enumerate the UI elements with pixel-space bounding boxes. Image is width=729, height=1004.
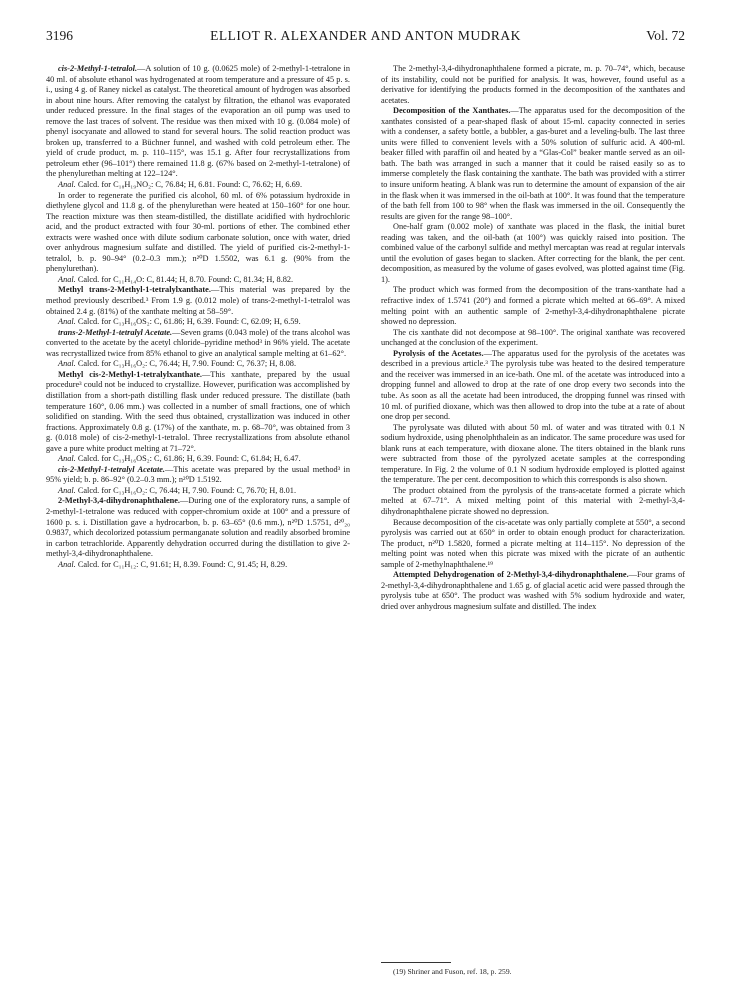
analysis-label: Anal. — [58, 359, 76, 369]
analysis-text: Calcd. for C₁₁H₁₄O: C, 81.44; H, 8.70. Found: C, 81.34; H, 8.82. — [77, 274, 294, 284]
paragraph-text: —Four grams of 2-methyl-3,4-dihydronaphthalene and 1.65 g. of glacial acetic acid were passed through the pyrolysis tube at 650°. The product was washed with 5% sodium hydroxide and water, dried over anhydrous magnesium sulfate and distilled. The index — [381, 570, 685, 611]
paragraph-text: The product which was formed from the decomposition of the trans-xanthate had a refractive index of 1.5741 (20°) and formed a picrate which melted at 66–69°. A mixed melting point with an authentic sample of 2-methyl-3,4-dihydronaphthalene picrate showed no depression. — [381, 285, 685, 327]
analysis-label: Anal. — [58, 180, 76, 190]
running-head-authors: ELLIOT R. ALEXANDER AND ANTON MUDRAK — [210, 28, 521, 43]
paragraph-text: The pyrolysate was diluted with about 50 ml. of water and was titrated with 0.1 N sodium hydroxide, using phenolphthalein as an indicator. The same procedure was used for blank runs at each temperature, with dioxane alone. The titers obtained in the blank runs were subtracted from those of the pyrolyzed acetate samples at the corresponding temperature. In Fig. 2 the volume of 0.1 N sodium hydroxide employed is plotted against the temperature. The per cent. decomposition to which this corresponds is also shown. — [381, 422, 685, 485]
analysis-text: Calcd. for C₁₃H₁₆OS₂: C, 61.86; H, 6.39. Found: C, 61.84; H, 6.47. — [77, 454, 301, 464]
analysis-line — [46, 560, 350, 571]
paragraph-text: In order to regenerate the purified cis alcohol, 60 ml. of 6% potassium hydroxide in diethylene glycol and 11.8 g. of the phenylurethan were heated at 150–160° for one hour. The reaction mixture was then steam-distilled, the distillate acidified with hydrochloric acid, and the product extracted with four 30-ml. portions of ether. The combined ether extracts were washed once with dilute sodium carbonate solution, once with water, dried over anhydrous magnesium sulfate and distilled. The yield of purified cis-2-methyl-1-tetralol, b. p. 90–94° (0.2–0.3 mm.); n²⁰D 1.5502, was 6.1 g. (90% from the phenylurethan). — [46, 190, 350, 274]
analysis-line — [46, 486, 350, 497]
paragraph-text: The product obtained from the pyrolysis of the trans-acetate formed a picrate which melted at 67–71°. A mixed melting point of this material with 2-methyl-3,4-dihydronaphthalene picrate showed no depression. — [381, 485, 685, 516]
analysis-label: Anal. — [58, 317, 76, 327]
section-heading: cis-2-Methyl-1-tetralyl Acetate. — [58, 464, 166, 474]
analysis-text: Calcd. for C₁₃H₁₆O₂: C, 76.44; H, 7.90. Found: C, 76.70; H, 8.01. — [77, 485, 297, 495]
paragraph — [381, 106, 685, 222]
paragraph-text: The 2-methyl-3,4-dihydronaphthalene formed a picrate, m. p. 70–74°, which, because of its instability, could not be purified for analysis. It was, however, found useful as a derivative for identifying the products formed in the decomposition of the xanthates and acetates. — [381, 64, 685, 105]
paragraph-text: —This xanthate, prepared by the usual procedure³ could not be induced to crystallize. However, purification was accomplished by distillation from a short-path distilling flask under reduced pressure. The distillate (bath temperature 160°, 0.06 mm.) was collected in a number of small fractions, one of which solidified on standing. With the seed thus obtained, crystallization was induced in other fractions. Approximately 0.8 g. (17%) of the xanthate, m. p. 68–70°, was obtained from 3 g. (0.018 mole) of cis-2-methyl-1-tetralol. Three recrystallizations from absolute ethanol gave a pure white product melting at 71–72°. — [46, 369, 350, 453]
paragraph — [381, 64, 685, 106]
paragraph — [46, 191, 350, 275]
analysis-line — [46, 180, 350, 191]
paragraph — [381, 423, 685, 486]
paragraph-text: —A solution of 10 g. (0.0625 mole) of 2-methyl-1-tetralone in 40 ml. of absolute ethanol was hydrogenated at room temperature and a pressure of 45 p. s. i., using 4 g. of Raney nickel as catalyst. The theoretical amount of hydrogen was absorbed in about nine hours. After removing the catalyst by filtration, the ethanol was evaporated under reduced pressure. In the final stages of the evaporation an oil pump was used to remove the last traces of solvent. The residue was then mixed with 10 g. (0.084 mole) of phenyl isocyanate and allowed to stand for several hours. The solid reaction product was broken up, transferred to a Büchner funnel, and washed with cold petroleum ether. The yield of crude product, m. p. 110–115°, was 15.1 g. After four recrystallizations from petroleum ether (96–101°) there remained 11.8 g. (67% based on 2-methyl-1-tetralone) of the phenylurethan melting at 122–124°. — [46, 64, 350, 179]
paragraph — [46, 64, 350, 180]
analysis-line — [46, 317, 350, 328]
paragraph — [381, 518, 685, 571]
paragraph — [46, 465, 350, 486]
analysis-label: Anal. — [58, 274, 76, 284]
analysis-line — [46, 275, 350, 286]
paragraph-text: —This material was prepared by the method previously described.³ From 1.9 g. (0.012 mole) of trans-2-methyl-1-tetralol was obtained 2.4 g. (81%) of the xanthate melting at 58–59°. — [46, 285, 351, 316]
paragraph — [381, 349, 685, 423]
section-heading: trans-2-Methyl-1-tetralyl Acetate. — [58, 327, 173, 337]
left-column — [46, 64, 350, 570]
analysis-line — [46, 454, 350, 465]
paragraph — [381, 570, 685, 612]
analysis-text: Calcd. for C₁₃H₁₆O₂: C, 76.44; H, 7.90. Found: C, 76.37; H, 8.08. — [77, 359, 297, 369]
paragraph-text: —The apparatus used for the pyrolysis of the acetates was described in a previous article.³ The pyrolysis tube was heated to the desired temperature and the receiver was immersed in an ice-bath. One ml. of the acetate was introduced into a dropping funnel and allowed to drop at the rate of one drop every two seconds into the tube. As soon as all the acetate had been introduced, the dropping funnel was rinsed with 10 ml. of purified dioxane, which was then allowed to drop into the tube at a rate of about one drop per second. — [381, 348, 685, 422]
paragraph — [46, 496, 350, 559]
section-heading: cis-2-Methyl-1-tetralol. — [58, 64, 138, 73]
section-heading: 2-Methyl-3,4-dihydronaphthalene. — [58, 496, 181, 506]
paragraph — [46, 285, 350, 317]
section-heading: Attempted Dehydrogenation of 2-Methyl-3,4-dihydronaphthalene. — [393, 570, 629, 580]
paragraph-text: —This acetate was prepared by the usual method³ in 95% yield; b. p. 86–92° (0.2–0.3 mm.); n²⁰D 1.5192. — [46, 464, 350, 485]
paragraph-text: One-half gram (0.002 mole) of xanthate was placed in the flask, the initial buret reading was taken, and the oil-bath (at 100°) was quickly raised into position. The combined value of the carbonyl sulfide and methyl mercaptan was read at regular intervals until the evolution of gases began to slacken. After correcting for the blank, the per cent. decomposition, as measured by the volume of gases evolved, was plotted against time (Fig. 1). — [381, 222, 685, 284]
paragraph-text: —During one of the exploratory runs, a sample of 2-methyl-1-tetralone was reduced with copper-chromium oxide at 100° and a pressure of 1600 p. s. i. Distillation gave a hydrocarbon, b. p. 63–65° (0.6 mm.), n²⁰D 1.5751, d²⁰₂₀ 0.9837, which decolorized potassium permanganate solution and readily absorbed bromine in carbon tetrachloride. Apparently dehydration occurred during the distillation to give 2-methyl-3,4-dihydronaphthalene. — [46, 496, 350, 559]
analysis-label: Anal. — [58, 454, 76, 464]
analysis-label: Anal. — [58, 559, 76, 569]
right-column — [381, 64, 685, 612]
paragraph — [381, 328, 685, 349]
analysis-text: Calcd. for C₁₈H₁₉NO₂: C, 76.84; H, 6.81. Found: C, 76.62; H, 6.69. — [77, 180, 303, 190]
paragraph-text: —The apparatus used for the decomposition of the xanthates consisted of a pear-shaped flask of about 15-ml. capacity connected in series with a condenser, a safety bottle, a bubbler, a gas-buret and a leveling-bulb. The last three units were filled to convenient levels with a 50% solution of sulfuric acid. A 400-ml. beaker filled with paraffin oil and heated by a “Glas-Col” beaker mantle served as an oil-bath. The bath was arranged in such a manner that it could be raised easily so as to immerse completely the flask containing the xanthate. The bath was provided with a stirrer to insure uniform heating. A blank was run to determine the amount of expansion of the air in the flask when it was immersed in the oil-bath at 100°. It was found that the temperature of the bath fell from 100 to 98° when the flask was immersed in the oil. Consequently the results are given for the range 98–100°. — [381, 106, 685, 221]
section-heading: Methyl trans-2-Methyl-1-tetralylxanthate. — [58, 285, 211, 295]
analysis-line — [46, 359, 350, 370]
paragraph — [381, 486, 685, 518]
paragraph-text: The cis xanthate did not decompose at 98–100°. The original xanthate was recovered unchanged at the conclusion of the experiment. — [381, 327, 685, 348]
paragraph — [381, 285, 685, 327]
section-heading: Methyl cis-2-Methyl-1-tetralylxanthate. — [58, 369, 202, 379]
footnote-rule — [381, 962, 451, 963]
analysis-text: Calcd. for C₁₁H₁₂: C, 91.61; H, 8.39. Found: C, 91.45; H, 8.29. — [77, 559, 288, 569]
section-heading: Decomposition of the Xanthates. — [393, 106, 511, 116]
paragraph-text: Because decomposition of the cis-acetate was only partially complete at 550°, a second pyrolysis was carried out at 650° in order to obtain enough product for characterization. The product, n²⁰D 1.5820, formed a picrate melting at 114–115°. No depression of the melting point was noted when this picrate was mixed with the picrate of an authentic sample of 2-methylnaphthalene.¹⁹ — [381, 517, 685, 569]
footnote: (19) Shriner and Fuson, ref. 18, p. 259. — [393, 967, 512, 976]
paragraph-text: —Seven grams (0.043 mole) of the trans alcohol was converted to the acetate by the acetyl chloride–pyridine method³ in 96% yield. The acetate was recrystallized twice from 85% ethanol to give an analytical sample melting at 61–62°. — [46, 327, 350, 358]
analysis-label: Anal. — [58, 485, 76, 495]
volume-label: Vol. 72 — [646, 28, 685, 43]
paragraph — [46, 328, 350, 360]
paragraph — [381, 222, 685, 285]
paragraph — [46, 370, 350, 454]
page-number: 3196 — [46, 28, 73, 43]
analysis-text: Calcd. for C₁₃H₁₆OS₂: C, 61.86; H, 6.39. Found: C, 62.09; H, 6.59. — [77, 317, 301, 327]
running-header — [46, 28, 685, 46]
section-heading: Pyrolysis of the Acetates. — [393, 348, 484, 358]
